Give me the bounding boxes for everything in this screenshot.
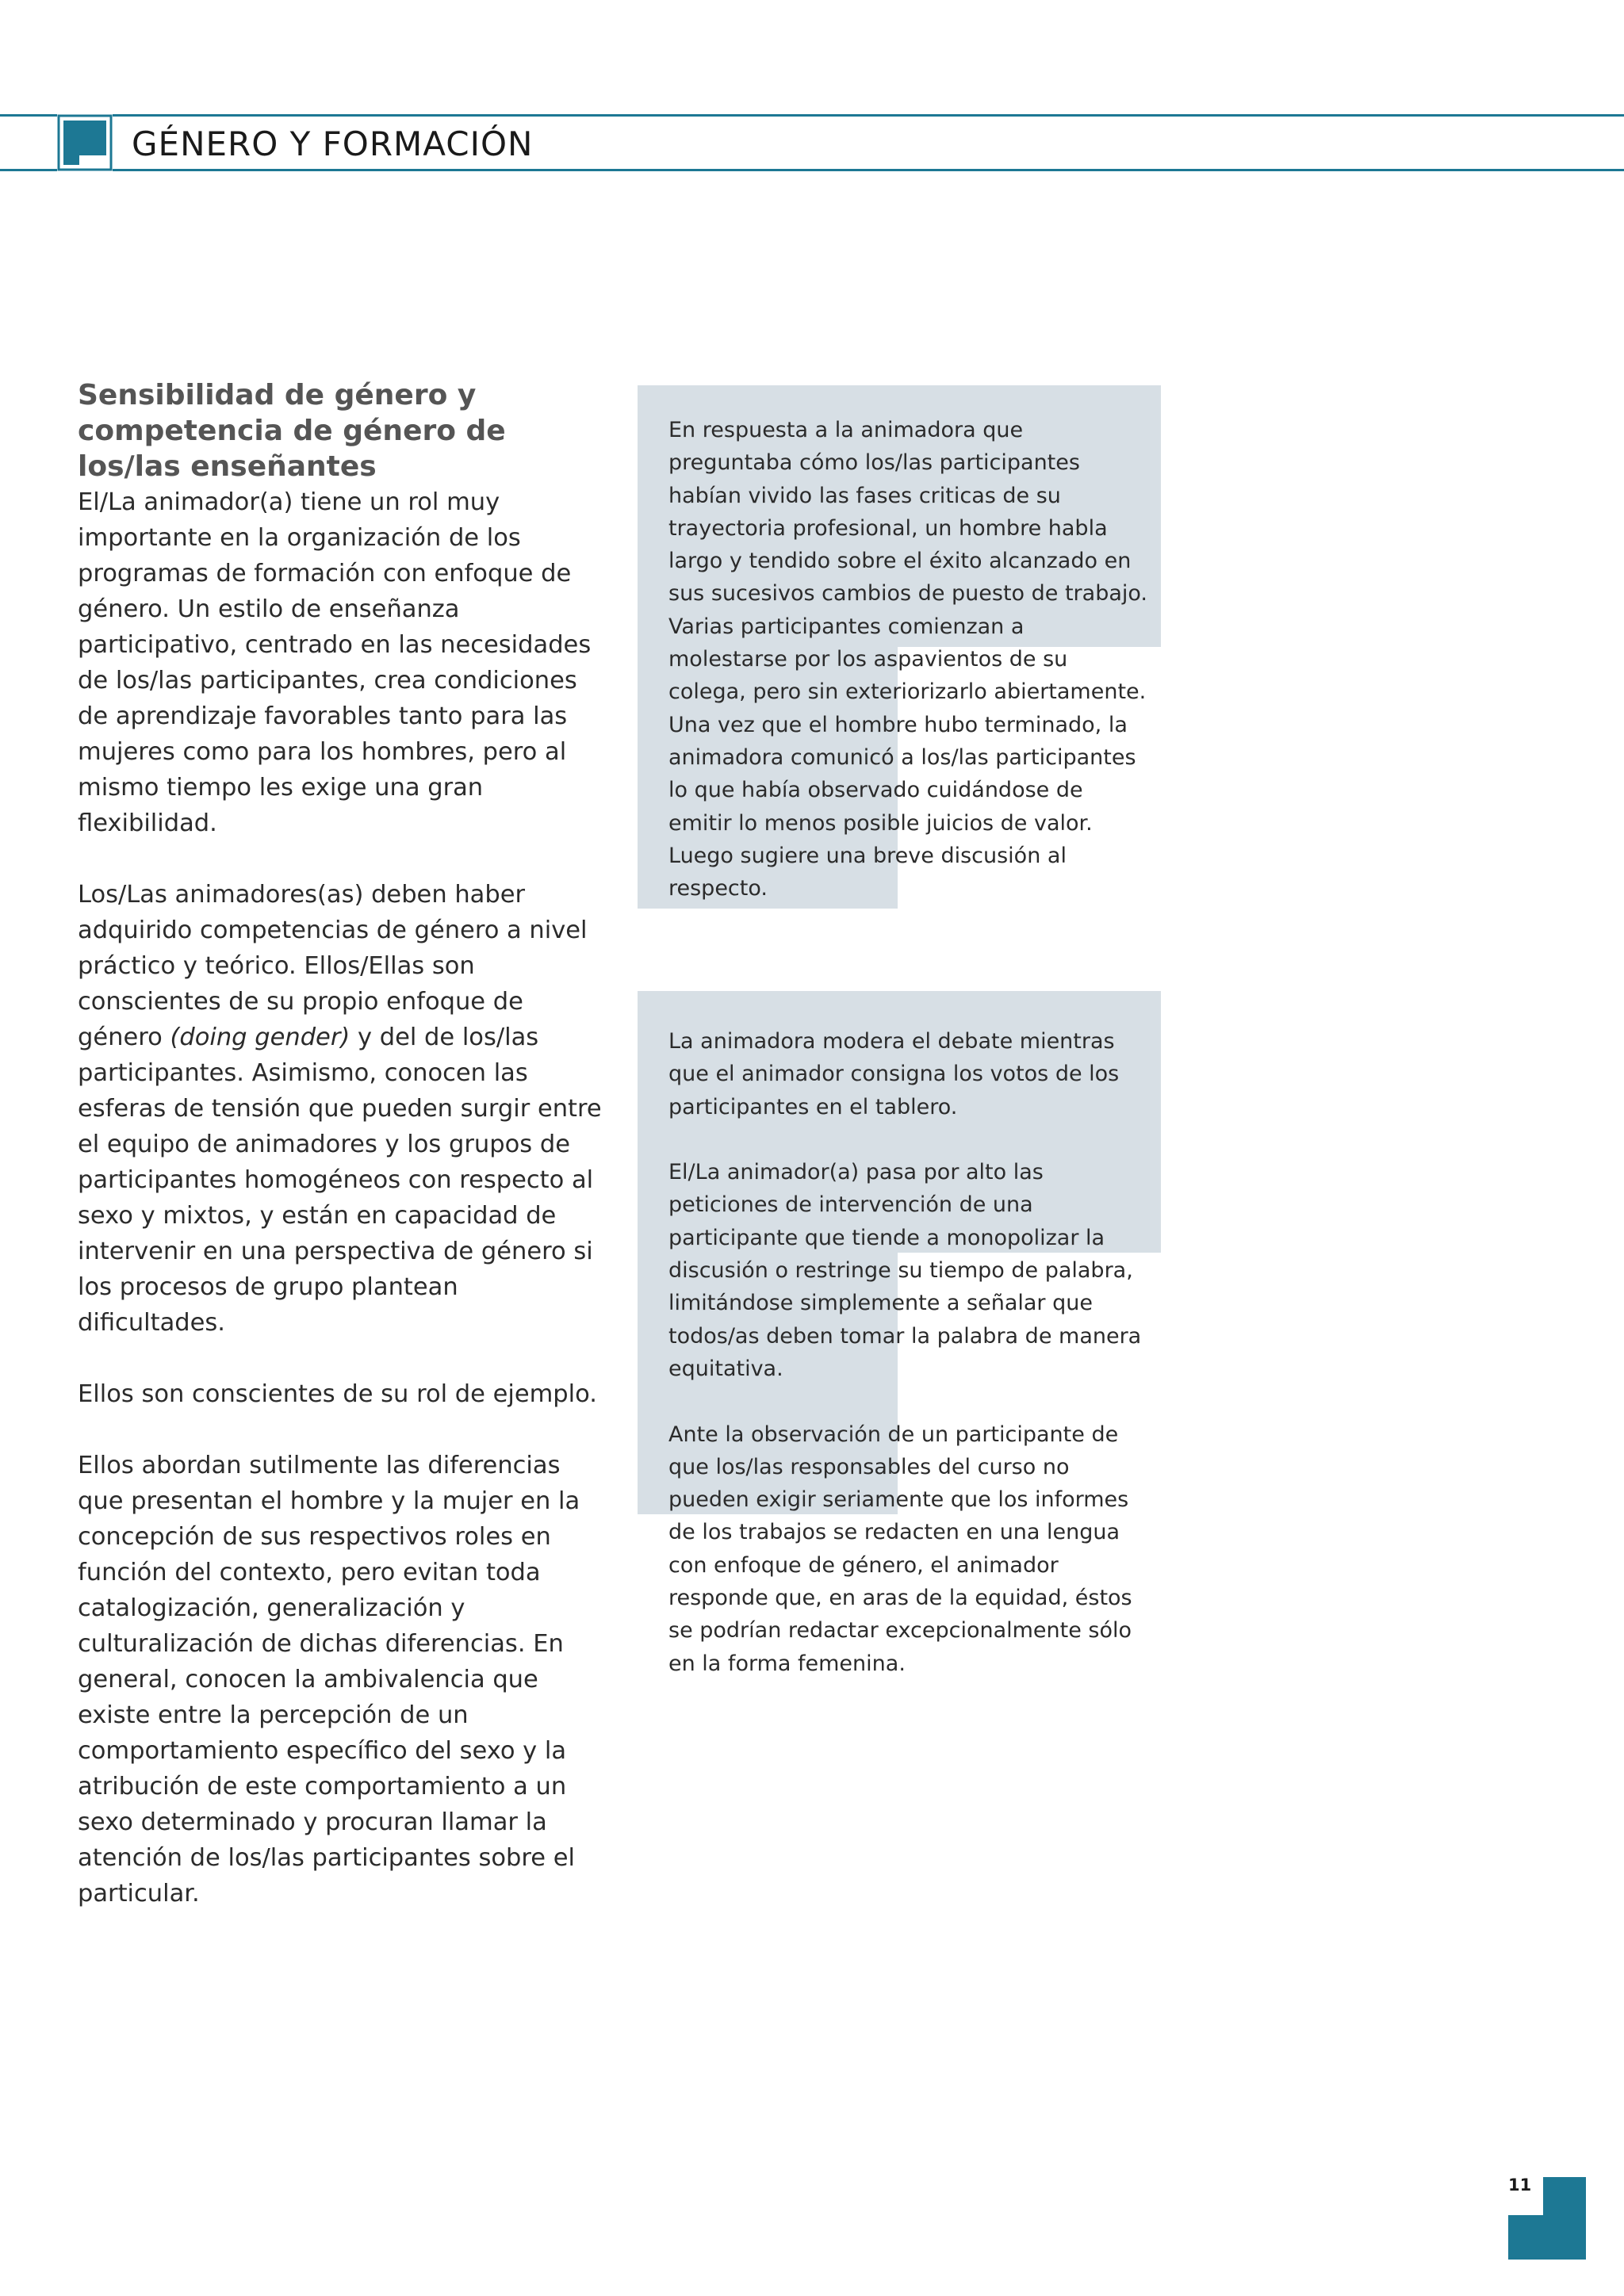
example-box-2-paragraph-1: La animadora modera el debate mientras que el animador consigna los votos de los participantes en el tablero. [668, 1029, 1120, 1119]
paragraph-3: Ellos son conscientes de su rol de ejemplo. [78, 1380, 597, 1408]
header-title: GÉNERO Y FORMACIÓN [132, 124, 534, 163]
header-rule-bottom [0, 169, 1624, 171]
paragraph-2-part-a: Los/Las animadores(as) deben haber adquirido competencias de género a nivel práctico y teórico. Ellos/Ellas son conscientes de su propio enfoque de género [78, 881, 588, 1051]
bracket-square-icon [57, 114, 113, 171]
section-title-line-2: competencia de género de [78, 415, 506, 447]
section-title-line-1: Sensibilidad de género y [78, 379, 477, 411]
main-text-column [78, 377, 609, 1911]
page-number: 11 [1508, 2175, 1532, 2195]
section-title-line-3: los/las enseñantes [78, 450, 377, 483]
paragraph-2-italic-term: (doing gender) [170, 1024, 350, 1051]
paragraph-1: El/La animador(a) tiene un rol muy importante en la organización de los programas de formación con enfoque de género. Un estilo de enseñanza participativo, centrado en las necesidades de los/las participantes, crea condiciones de aprendizaje favorables tanto para las mujeres como para los hombres, pero al mismo tiempo les exige una gran flexibilidad. [78, 488, 592, 837]
example-box-2-paragraph-2: El/La animador(a) pasa por alto las peticiones de intervención de una participante que tiende a monopolizar la discusión o restringe su tiempo de palabra, limitándose simplemente a señalar que todos/as deben tomar la palabra de manera equitativa. [668, 1160, 1142, 1381]
page-header [0, 0, 1624, 206]
paragraph-2-part-b: y del de los/las participantes. Asimismo, conocen las esferas de tensión que pueden surgir entre el equipo de animadores y los grupos de participantes homogéneos con respecto al sexo y mixtos, y están en capacidad de intervenir en una perspectiva de género si los procesos de grupo plantean dificultades. [78, 1024, 602, 1337]
example-box-1 [668, 414, 1147, 905]
example-box-2 [668, 1025, 1147, 1680]
example-box-1-text: En respuesta a la animadora que preguntaba cómo los/las participantes habían vivido las fases criticas de su trayectoria profesional, un hombre habla largo y tendido sobre el éxito alcanzado en sus sucesivos cambios de puesto de trabajo. Varias participantes comienzan a molestarse por los aspavientos de su colega, pero sin exteriorizarlo abiertamente. Una vez que el hombre hubo terminado, la animadora comunicó a los/las participantes lo que había observado cuidándose de emitir lo menos posible juicios de valor. Luego sugiere una breve discusión al respecto. [668, 418, 1148, 901]
section-title [78, 377, 609, 484]
paragraph-4: Ellos abordan sutilmente las diferencias que presentan el hombre y la mujer en la concepción de sus respectivos roles en función del contexto, pero evitan toda catalogización, generalización y culturalización de dichas diferencias. En general, conocen la ambivalencia que existe entre la percepción de un comportamiento específico del sexo y la atribución de este comportamiento a un sexo determinado y procuran llamar la atención de los/las participantes sobre el particular. [78, 1452, 580, 1908]
example-box-2-paragraph-3: Ante la observación de un participante de que los/las responsables del curso no pueden exigir seriamente que los informes de los trabajos se redacten en una lengua con enfoque de género, el animador responde que, en aras de la equidad, éstos se podrían redactar excepcionalmente sólo en la forma femenina. [668, 1422, 1132, 1676]
paragraph-2 [78, 877, 609, 1341]
header-rule-top [0, 114, 1624, 117]
